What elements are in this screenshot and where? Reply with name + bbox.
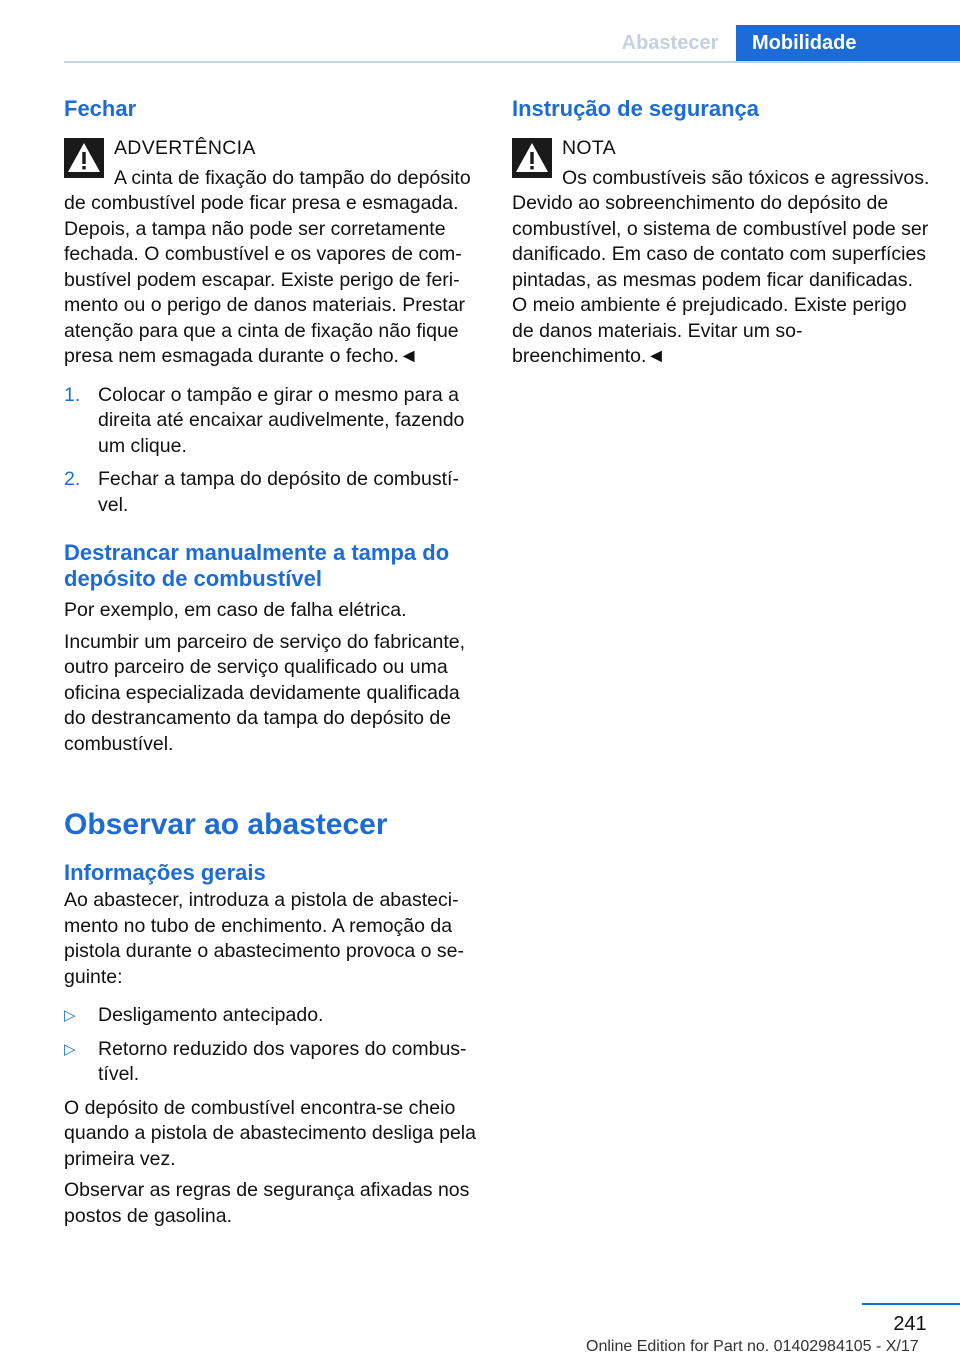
list-item	[64, 1003, 479, 1029]
paragraph: Ao abastecer, introduza a pistola de abastecimento no tubo de enchimento. A remoção da pistola durante o abastecimento provoca o seguinte:	[64, 889, 464, 988]
heading-fechar: Fechar	[64, 96, 137, 121]
step-text: Colocar o tampão e girar o mesmo para a direita até encaixar audivelmente, fazendo um clique.	[98, 383, 465, 457]
step-number: 1.	[64, 383, 81, 406]
tab-mobilidade[interactable]: Mobilidade	[736, 25, 960, 61]
note-text: Os combustíveis são tóxicos e agressivos. Devido ao sobreenchimento do depósito de combustível, o sistema de combustível pode ser danificado. Em caso de contato com superfícies pintadas, as mesmas podem ficar danificadas. O meio ambiente é prejudicado. Existe perigo de danos materiais. Evitar um sobreenchimento.◄	[512, 166, 930, 367]
edition-footer: Online Edition for Part no. 01402984105 - X/17	[586, 1338, 919, 1355]
heading-destrancar: Destrancar manualmente a tampa do depósito de combustível	[64, 540, 450, 591]
warning-title: ADVERTÊNCIA	[114, 137, 256, 159]
note-block	[512, 136, 932, 370]
bullet-triangle-icon: ▷	[64, 1007, 76, 1024]
paragraph: Incumbir um parceiro de serviço do fabricante, outro parceiro de serviço qualificado ou uma oficina especializada devidamente qualificada do destrancamento da tampa do depósito de combustível.	[64, 630, 466, 755]
bullet-list	[64, 1003, 479, 1088]
page-number: 241	[893, 1313, 927, 1335]
right-column	[512, 96, 932, 370]
tab-abastecer[interactable]: Abastecer	[621, 32, 719, 54]
header-rule	[64, 61, 960, 63]
heading-informacoes: Informações gerais	[64, 860, 266, 885]
warning-triangle-icon	[64, 138, 104, 178]
bullet-text: Desligamento antecipado.	[98, 1004, 324, 1026]
footer-rule	[862, 1303, 960, 1305]
warning-text: A cinta de fixação do tampão do depósito de combustível pode ficar presa e esmagada. Depois, a tampa não pode ser corretamente fechada. O combustível e os vapores de combustível podem escapar. Existe perigo de ferimento ou o perigo de danos materiais. Prestar atenção para que a cinta de fixação não fique presa nem esmagada durante o fecho.◄	[64, 166, 471, 367]
note-title: NOTA	[562, 137, 616, 159]
list-item	[64, 1037, 479, 1088]
step-text: Fechar a tampa do depósito de combustível.	[98, 468, 459, 516]
step-number: 2.	[64, 468, 81, 490]
paragraph: O depósito de combustível encontra-se cheio quando a pistola de abastecimento desliga pela primeira vez.	[64, 1096, 476, 1170]
warning-triangle-icon	[512, 138, 552, 178]
heading-instrucao: Instrução de segurança	[512, 96, 759, 121]
list-item	[64, 383, 479, 460]
bullet-triangle-icon: ▷	[64, 1040, 76, 1058]
steps-list	[64, 383, 479, 519]
list-item	[64, 467, 479, 518]
paragraph: Observar as regras de segurança afixadas nos postos de gasolina.	[64, 1179, 470, 1227]
bullet-text: Retorno reduzido dos vapores do combustível.	[98, 1037, 467, 1085]
heading-observar: Observar ao abastecer	[64, 808, 388, 841]
left-column	[64, 96, 479, 1229]
paragraph: Por exemplo, em caso de falha elétrica.	[64, 599, 407, 621]
warning-block	[64, 136, 479, 370]
